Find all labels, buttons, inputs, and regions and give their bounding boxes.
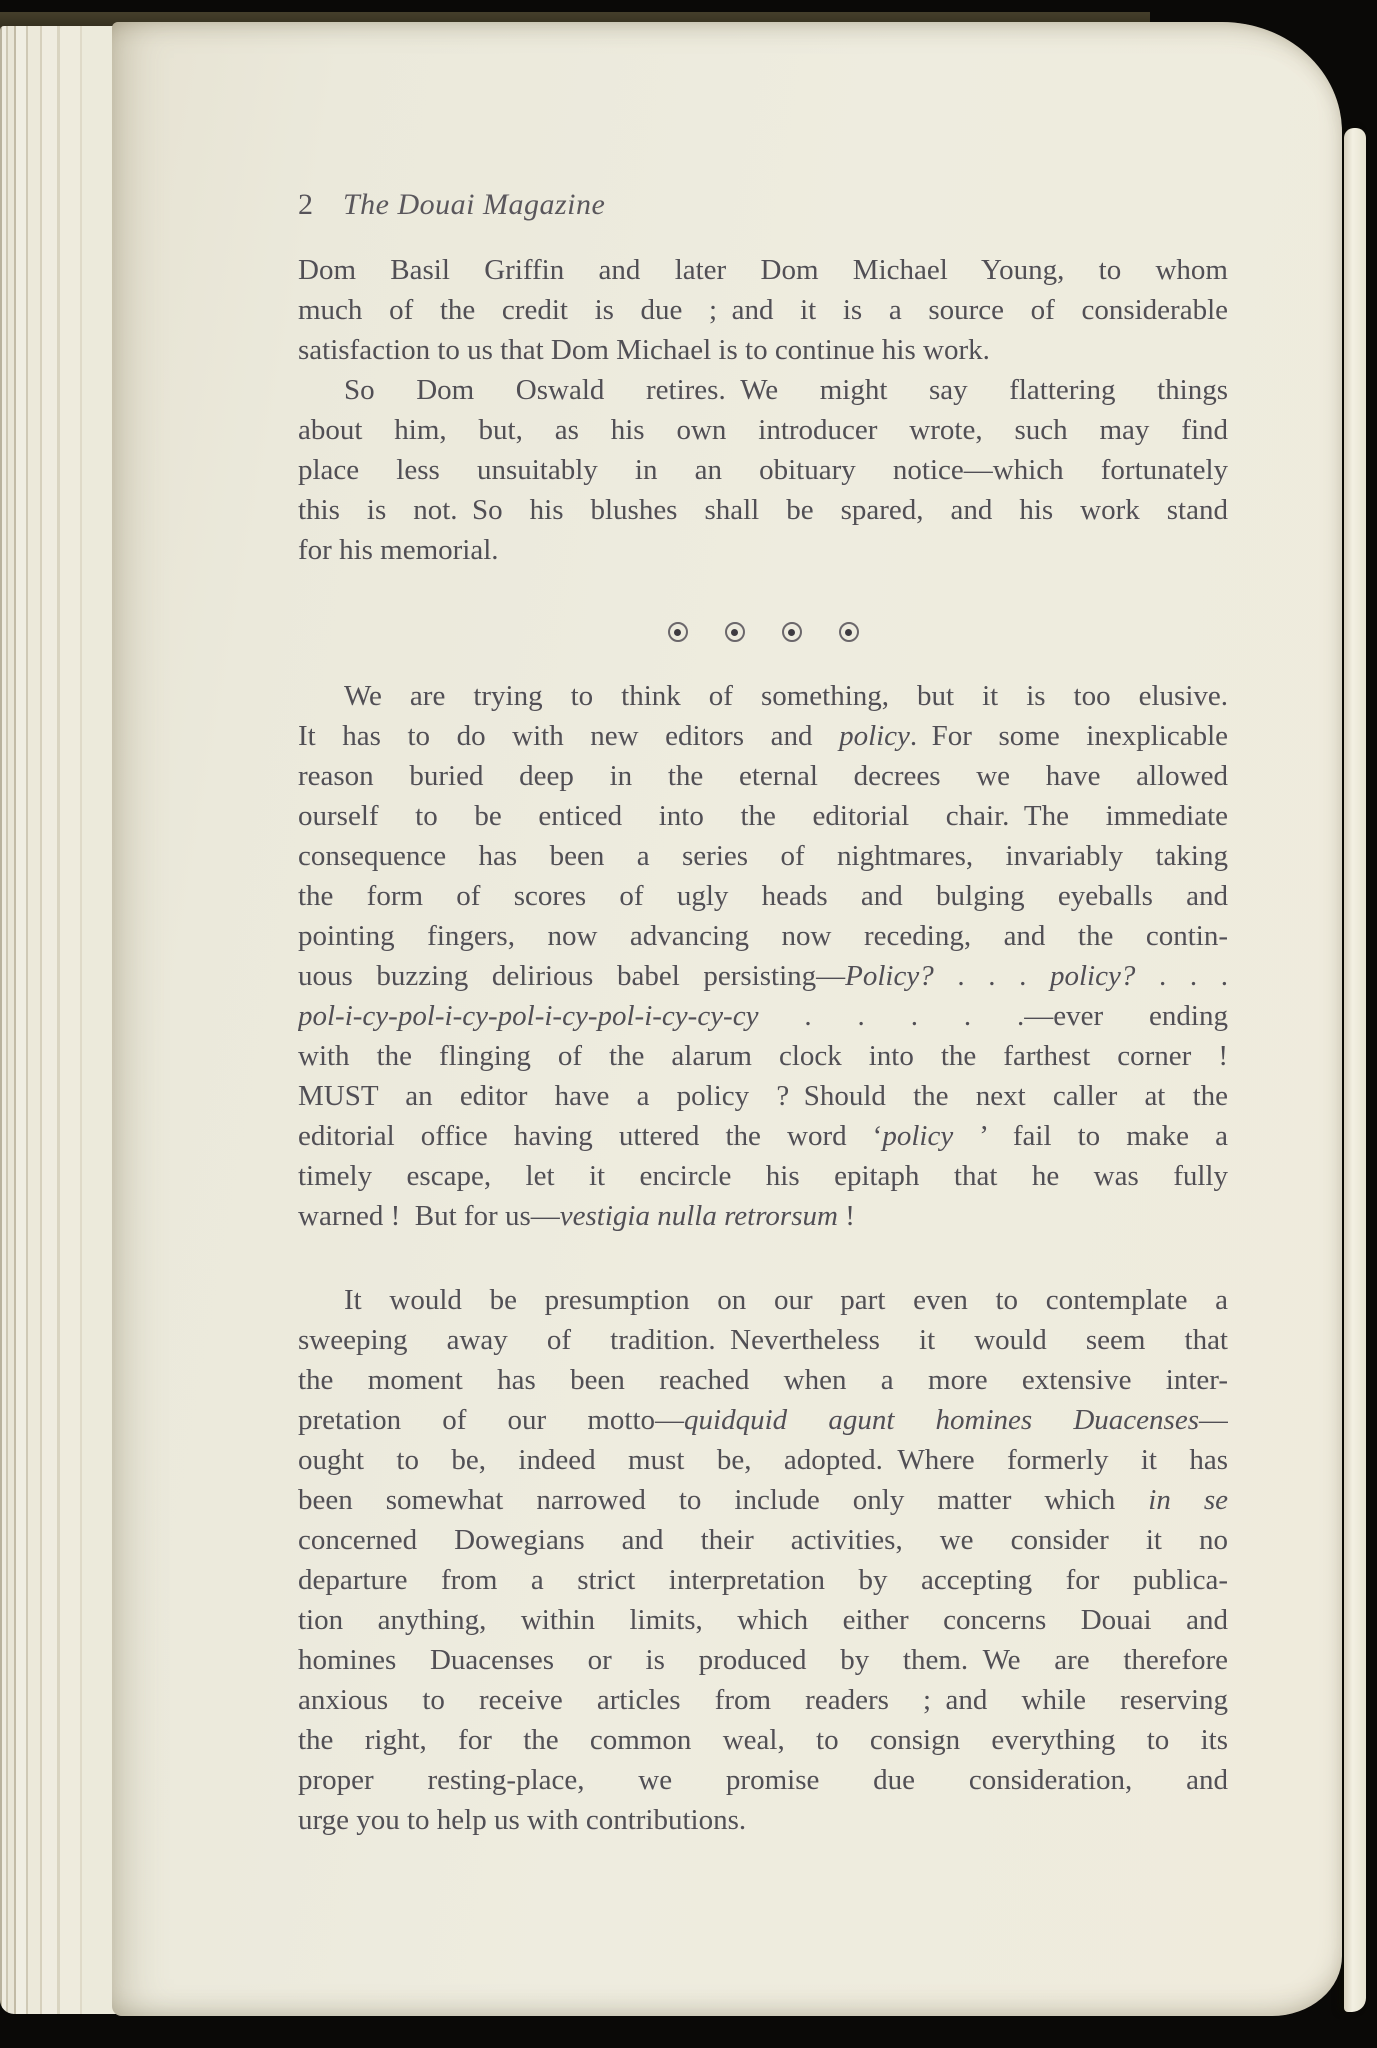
text-line: Dom Basil Griffin and later Dom Michael Young, to whom — [298, 254, 1228, 286]
text-line: warned ! But for us—vestigia nulla retrorsum ! — [298, 1200, 855, 1232]
text-line: for his memorial. — [298, 534, 499, 566]
text-line: place less unsuitably in an obituary notice—which fortunately — [298, 454, 1228, 486]
text-line: this is not. So his blushes shall be spared, and his work stand — [298, 494, 1228, 526]
text-line: timely escape, let it encircle his epitaph that he was fully — [298, 1160, 1228, 1192]
text-line: ourself to be enticed into the editorial chair. The immediate — [298, 800, 1228, 832]
text-line: the right, for the common weal, to consign everything to its — [298, 1724, 1228, 1756]
page-edges-stack — [0, 26, 118, 2014]
text-line: anxious to receive articles from readers ; and while reserving — [298, 1684, 1228, 1716]
text-line: urge you to help us with contributions. — [298, 1804, 747, 1836]
circled-dot-icon — [668, 622, 688, 642]
circled-dot-icon — [725, 622, 745, 642]
text-line: MUST an editor have a policy ? Should the next caller at the — [298, 1080, 1228, 1112]
text-line: ought to be, indeed must be, adopted. Where formerly it has — [298, 1444, 1228, 1476]
text-line: concerned Dowegians and their activities, we consider it no — [298, 1524, 1228, 1556]
text-line: about him, but, as his own introducer wrote, such may find — [298, 414, 1228, 446]
text-line: homines Duacenses or is produced by them. We are therefore — [298, 1644, 1228, 1676]
text-line: It would be presumption on our part even to contemplate a — [344, 1284, 1228, 1316]
circled-dot-icon — [839, 622, 859, 642]
text-line: consequence has been a series of nightmares, invariably taking — [298, 840, 1228, 872]
text-line: the moment has been reached when a more extensive inter- — [298, 1364, 1228, 1396]
text-line: So Dom Oswald retires. We might say flattering things — [344, 374, 1228, 406]
text-line: We are trying to think of something, but it is too elusive. — [344, 680, 1228, 712]
page-content — [298, 0, 1228, 1840]
circled-dot-icon — [782, 622, 802, 642]
text-line: uous buzzing delirious babel persisting—Policy? . . . policy? . . . — [298, 960, 1228, 992]
page-number: 2 — [298, 188, 313, 221]
text-line: tion anything, within limits, which either concerns Douai and — [298, 1604, 1228, 1636]
text-line: departure from a strict interpretation by accepting for publica- — [298, 1564, 1228, 1596]
text-line: sweeping away of tradition. Nevertheless it would seem that — [298, 1324, 1228, 1356]
text-line: pretation of our motto—quidquid agunt homines Duacenses— — [298, 1404, 1228, 1436]
body-paragraph — [298, 676, 1228, 1236]
running-title: The Douai Magazine — [343, 188, 606, 221]
text-line: It has to do with new editors and policy. For some inexplicable — [298, 720, 1228, 752]
body-paragraph — [298, 370, 1228, 570]
section-separator — [298, 620, 1228, 644]
body-paragraph — [298, 250, 1228, 370]
body-paragraph — [298, 1280, 1228, 1840]
text-line: with the flinging of the alarum clock into the farthest corner ! — [298, 1040, 1228, 1072]
text-line: proper resting-place, we promise due consideration, and — [298, 1764, 1228, 1796]
text-line: the form of scores of ugly heads and bulging eyeballs and — [298, 880, 1228, 912]
text-line: reason buried deep in the eternal decrees we have allowed — [298, 760, 1228, 792]
text-line: pointing fingers, now advancing now receding, and the contin- — [298, 920, 1228, 952]
running-header — [298, 185, 1228, 225]
text-line: satisfaction to us that Dom Michael is to continue his work. — [298, 334, 990, 366]
text-line: pol-i-cy-pol-i-cy-pol-i-cy-pol-i-cy-cy-cy . . . . .—ever ending — [298, 1000, 1228, 1032]
text-line: editorial office having uttered the word ‘policy ’ fail to make a — [298, 1120, 1228, 1152]
text-line: much of the credit is due ; and it is a source of considerable — [298, 294, 1228, 326]
page-body — [298, 250, 1228, 370]
next-page-edge — [1344, 128, 1366, 2012]
text-line: been somewhat narrowed to include only matter which in se — [298, 1484, 1228, 1516]
